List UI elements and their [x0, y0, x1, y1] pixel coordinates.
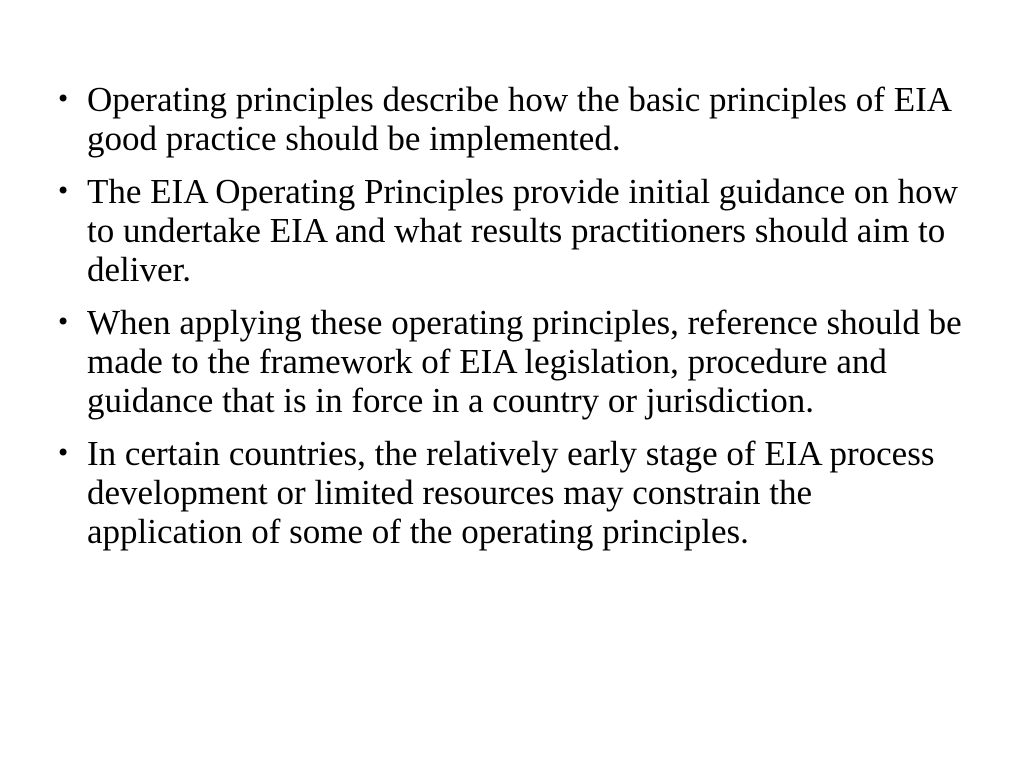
bullet-item	[56, 80, 966, 158]
bullet-text: When applying these operating principles, reference should be made to the framework of EIA legislation, procedure and guidance that is in force in a country or jurisdiction.	[87, 303, 962, 420]
bullet-dot-icon: •	[56, 177, 71, 205]
bullet-list	[56, 80, 966, 565]
bullet-item	[56, 172, 966, 289]
bullet-text: The EIA Operating Principles provide initial guidance on how to undertake EIA and what results practitioners should aim to deliver.	[87, 172, 958, 289]
bullet-text: Operating principles describe how the basic principles of EIA good practice should be implemented.	[87, 80, 951, 158]
bullet-dot-icon: •	[56, 439, 71, 467]
bullet-dot-icon: •	[56, 308, 71, 336]
bullet-item	[56, 303, 966, 420]
bullet-dot-icon: •	[56, 85, 71, 113]
bullet-item	[56, 434, 966, 551]
bullet-text: In certain countries, the relatively early stage of EIA process development or limited resources may constrain the application of some of the operating principles.	[87, 434, 935, 551]
